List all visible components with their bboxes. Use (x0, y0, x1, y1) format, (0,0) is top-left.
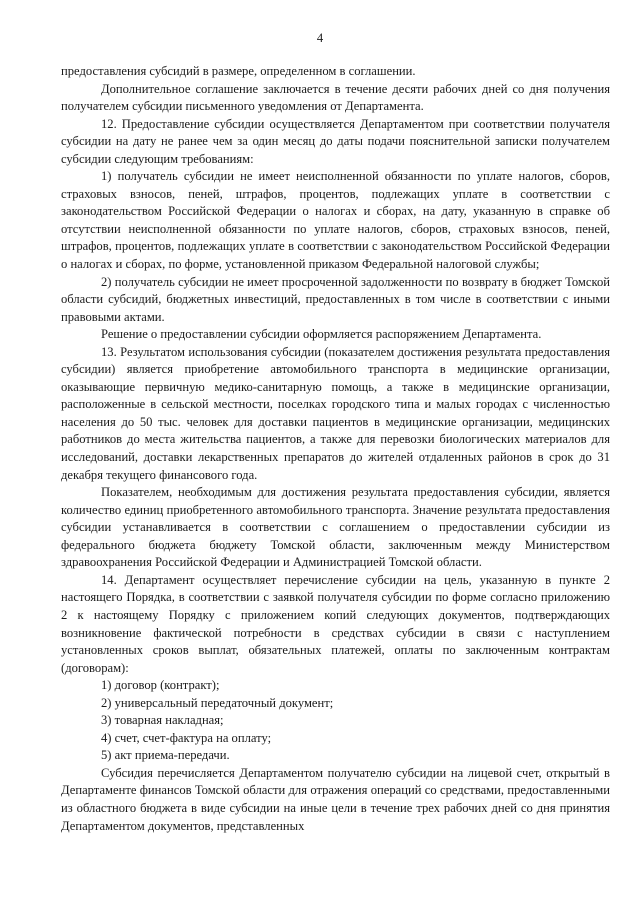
document-list-item-3: 3) товарная накладная; (101, 713, 224, 728)
paragraph-decision: Решение о предоставлении субсидии оформляется распоряжением Департамента. (101, 327, 542, 342)
paragraph-12: 12. Предоставление субсидии осуществляется Департаментом при соответствии получателя субсидии на дату не ранее чем за один месяц до даты подачи пояснительной записки получателем субсидии следующим требованиям: (61, 116, 610, 166)
page-number: 4 (316, 31, 324, 45)
document-list-item-4: 4) счет, счет-фактура на оплату; (101, 730, 272, 745)
paragraph-14: 14. Департамент осуществляет перечисление субсидии на цель, указанную в пункте 2 настоящего Порядка, в соответствии с заявкой получателя субсидии по форме согласно приложению 2 к настоящему Порядку с приложением копий следующих документов, подтверждающих возникновение фактической потребности в средствах субсидии в связи с наступлением установленных сроков выплат, обязательных платежей, оплаты по заключенным контрактам (договорам): (61, 572, 610, 675)
paragraph-additional-agreement: Дополнительное соглашение заключается в течение десяти рабочих дней со дня получения получателем субсидии письменного уведомления от Департамента. (61, 81, 610, 114)
document-list-item-5: 5) акт приема-передачи. (101, 748, 230, 763)
paragraph-transfer: Субсидия перечисляется Департаментом получателю субсидии на лицевой счет, открытый в Департаменте финансов Томской области для отражения операций со средствами, предоставленными из областного бюджета в виде субсидии на иные цели в течение трех рабочих дней со дня принятия Департаментом документов, представленных (61, 765, 610, 833)
document-body (61, 63, 610, 835)
document-list-item-2: 2) универсальный передаточный документ; (101, 695, 334, 710)
paragraph-12-item-1: 1) получатель субсидии не имеет неисполненной обязанности по уплате налогов, сборов, страховых взносов, пеней, штрафов, процентов, подлежащих уплате в соответствии с законодательством Российской Федерации о налогах и сборах, на дату, указанную в справке об отсутствии неисполненной обязанности по уплате налогов, сборов, страховых взносов, пеней, штрафов, процентов, подлежащих уплате в соответствии с законодательством Российской Федерации о налогах и сборах, по форме, установленной приказом Федеральной налоговой службы; (61, 169, 610, 272)
paragraph-continuation: предоставления субсидий в размере, определенном в соглашении. (61, 64, 416, 78)
document-list-item-1: 1) договор (контракт); (101, 678, 220, 693)
paragraph-13: 13. Результатом использования субсидии (показателем достижения результата предоставления субсидии) является приобретение автомобильного транспорта в медицинские организации, оказывающие первичную медико-санитарную помощь, а также в медицинские организации, расположенные в сельской местности, поселках городского типа и малых городах с численностью населения до 50 тыс. человек для доставки пациентов в медицинские организации, медицинских работников до места жительства пациентов, а также для перевозки биологических материалов для исследований, доставки лекарственных препаратов до жителей отдаленных районов в срок до 31 декабря текущего финансового года. (61, 344, 610, 482)
paragraph-12-item-2: 2) получатель субсидии не имеет просроченной задолженности по возврату в бюджет Томской области субсидий, бюджетных инвестиций, предоставленных в том числе в соответствии с иными правовыми актами. (61, 274, 610, 324)
paragraph-indicator: Показателем, необходимым для достижения результата предоставления субсидии, является количество единиц приобретенного автомобильного транспорта. Значение результата предоставления субсидии устанавливается в соответствии с соглашением о предоставлении субсидии из федерального бюджета бюджету Томской области, заключенным между Министерством здравоохранения Российской Федерации и Администрацией Томской области. (61, 485, 610, 570)
